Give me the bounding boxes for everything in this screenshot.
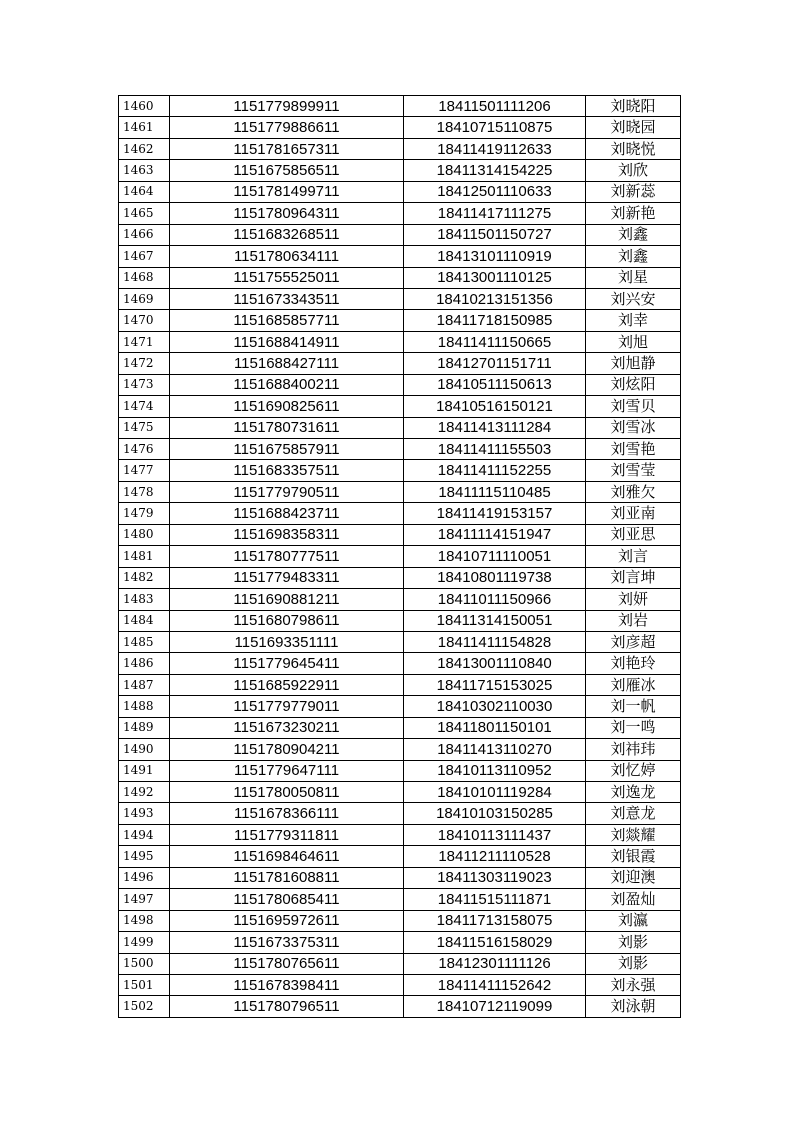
exam-number-cell: 18410511150613 [404, 374, 586, 395]
table-row [119, 160, 681, 181]
exam-number-cell: 18410711110051 [404, 546, 586, 567]
sequence-cell: 1495 [119, 846, 170, 867]
table-row [119, 867, 681, 888]
table-row [119, 353, 681, 374]
student-name-cell: 刘雪贝 [586, 396, 681, 417]
student-name-cell: 刘彦超 [586, 631, 681, 652]
table-row [119, 288, 681, 309]
student-id-cell: 1151780904211 [170, 739, 404, 760]
exam-number-cell: 18410302110030 [404, 696, 586, 717]
exam-number-cell: 18411314154225 [404, 160, 586, 181]
sequence-cell: 1461 [119, 117, 170, 138]
student-name-cell: 刘雪艳 [586, 439, 681, 460]
student-id-cell: 1151680798611 [170, 610, 404, 631]
table-row [119, 396, 681, 417]
table-row [119, 224, 681, 245]
exam-number-cell: 18412501110633 [404, 181, 586, 202]
sequence-cell: 1500 [119, 953, 170, 974]
roster-body [119, 96, 681, 1018]
exam-number-cell: 18411801150101 [404, 717, 586, 738]
student-name-cell: 刘星 [586, 267, 681, 288]
student-id-cell: 1151690881211 [170, 589, 404, 610]
student-name-cell: 刘妍 [586, 589, 681, 610]
table-row [119, 824, 681, 845]
student-name-cell: 刘亚南 [586, 503, 681, 524]
table-row [119, 96, 681, 117]
sequence-cell: 1481 [119, 546, 170, 567]
table-row [119, 889, 681, 910]
sequence-cell: 1467 [119, 246, 170, 267]
sequence-cell: 1488 [119, 696, 170, 717]
table-row [119, 203, 681, 224]
exam-number-cell: 18411419112633 [404, 138, 586, 159]
sequence-cell: 1476 [119, 439, 170, 460]
student-id-cell: 1151698464611 [170, 846, 404, 867]
student-name-cell: 刘晓悦 [586, 138, 681, 159]
sequence-cell: 1487 [119, 674, 170, 695]
exam-number-cell: 18412301111126 [404, 953, 586, 974]
sequence-cell: 1493 [119, 803, 170, 824]
student-name-cell: 刘一帆 [586, 696, 681, 717]
exam-number-cell: 18410715110875 [404, 117, 586, 138]
table-row [119, 439, 681, 460]
sequence-cell: 1475 [119, 417, 170, 438]
sequence-cell: 1498 [119, 910, 170, 931]
exam-number-cell: 18412701151711 [404, 353, 586, 374]
exam-number-cell: 18411419153157 [404, 503, 586, 524]
student-id-cell: 1151755525011 [170, 267, 404, 288]
table-row [119, 481, 681, 502]
student-id-cell: 1151685922911 [170, 674, 404, 695]
exam-number-cell: 18413001110125 [404, 267, 586, 288]
sequence-cell: 1469 [119, 288, 170, 309]
student-id-cell: 1151678398411 [170, 974, 404, 995]
student-name-cell: 刘鑫 [586, 224, 681, 245]
student-id-cell: 1151693351111 [170, 631, 404, 652]
student-name-cell: 刘鑫 [586, 246, 681, 267]
sequence-cell: 1464 [119, 181, 170, 202]
table-row [119, 932, 681, 953]
table-row [119, 181, 681, 202]
student-name-cell: 刘言坤 [586, 567, 681, 588]
table-row [119, 739, 681, 760]
exam-number-cell: 18410801119738 [404, 567, 586, 588]
exam-number-cell: 18411713158075 [404, 910, 586, 931]
exam-number-cell: 18411411155503 [404, 439, 586, 460]
student-name-cell: 刘迎澳 [586, 867, 681, 888]
exam-number-cell: 18411515111871 [404, 889, 586, 910]
student-name-cell: 刘欣 [586, 160, 681, 181]
student-name-cell: 刘炫阳 [586, 374, 681, 395]
student-name-cell: 刘旭 [586, 331, 681, 352]
sequence-cell: 1489 [119, 717, 170, 738]
table-row [119, 546, 681, 567]
exam-number-cell: 18411501111206 [404, 96, 586, 117]
sequence-cell: 1499 [119, 932, 170, 953]
exam-number-cell: 18411417111275 [404, 203, 586, 224]
student-id-cell: 1151678366111 [170, 803, 404, 824]
student-name-cell: 刘银霞 [586, 846, 681, 867]
sequence-cell: 1462 [119, 138, 170, 159]
exam-number-cell: 18411501150727 [404, 224, 586, 245]
exam-number-cell: 18413101110919 [404, 246, 586, 267]
table-row [119, 374, 681, 395]
sequence-cell: 1477 [119, 460, 170, 481]
student-name-cell: 刘一鸣 [586, 717, 681, 738]
student-name-cell: 刘晓阳 [586, 96, 681, 117]
student-id-cell: 1151690825611 [170, 396, 404, 417]
student-name-cell: 刘意龙 [586, 803, 681, 824]
table-row [119, 267, 681, 288]
student-id-cell: 1151779886611 [170, 117, 404, 138]
exam-number-cell: 18411011150966 [404, 589, 586, 610]
sequence-cell: 1479 [119, 503, 170, 524]
table-row [119, 567, 681, 588]
student-id-cell: 1151780685411 [170, 889, 404, 910]
student-name-cell: 刘影 [586, 953, 681, 974]
student-id-cell: 1151683357511 [170, 460, 404, 481]
student-id-cell: 1151780777511 [170, 546, 404, 567]
exam-number-cell: 18410113111437 [404, 824, 586, 845]
sequence-cell: 1492 [119, 782, 170, 803]
exam-number-cell: 18411413111284 [404, 417, 586, 438]
student-name-cell: 刘燚耀 [586, 824, 681, 845]
student-id-cell: 1151779899911 [170, 96, 404, 117]
table-row [119, 631, 681, 652]
student-id-cell: 1151695972611 [170, 910, 404, 931]
exam-number-cell: 18410113110952 [404, 760, 586, 781]
student-name-cell: 刘雪莹 [586, 460, 681, 481]
exam-number-cell: 18411516158029 [404, 932, 586, 953]
sequence-cell: 1468 [119, 267, 170, 288]
student-name-cell: 刘祎玮 [586, 739, 681, 760]
table-row [119, 610, 681, 631]
student-name-cell: 刘幸 [586, 310, 681, 331]
student-name-cell: 刘新蕊 [586, 181, 681, 202]
student-name-cell: 刘新艳 [586, 203, 681, 224]
student-id-cell: 1151688423711 [170, 503, 404, 524]
table-row [119, 246, 681, 267]
student-id-cell: 1151780796511 [170, 996, 404, 1017]
student-id-cell: 1151780731611 [170, 417, 404, 438]
table-row [119, 117, 681, 138]
table-row [119, 910, 681, 931]
student-roster-table [118, 95, 681, 1018]
exam-number-cell: 18411411150665 [404, 331, 586, 352]
table-row [119, 524, 681, 545]
student-id-cell: 1151673230211 [170, 717, 404, 738]
exam-number-cell: 18411303119023 [404, 867, 586, 888]
exam-number-cell: 18411411152255 [404, 460, 586, 481]
table-row [119, 803, 681, 824]
table-row [119, 674, 681, 695]
sequence-cell: 1483 [119, 589, 170, 610]
table-row [119, 310, 681, 331]
sequence-cell: 1471 [119, 331, 170, 352]
exam-number-cell: 18411411152642 [404, 974, 586, 995]
sequence-cell: 1494 [119, 824, 170, 845]
student-id-cell: 1151675856511 [170, 160, 404, 181]
student-name-cell: 刘雅欠 [586, 481, 681, 502]
student-name-cell: 刘泳朝 [586, 996, 681, 1017]
student-name-cell: 刘言 [586, 546, 681, 567]
table-row [119, 653, 681, 674]
exam-number-cell: 18411115110485 [404, 481, 586, 502]
table-row [119, 696, 681, 717]
student-id-cell: 1151780050811 [170, 782, 404, 803]
table-row [119, 417, 681, 438]
student-id-cell: 1151685857711 [170, 310, 404, 331]
student-name-cell: 刘逸龙 [586, 782, 681, 803]
student-id-cell: 1151673343511 [170, 288, 404, 309]
student-id-cell: 1151675857911 [170, 439, 404, 460]
student-name-cell: 刘兴安 [586, 288, 681, 309]
sequence-cell: 1470 [119, 310, 170, 331]
student-name-cell: 刘雁冰 [586, 674, 681, 695]
exam-number-cell: 18411114151947 [404, 524, 586, 545]
student-name-cell: 刘盈灿 [586, 889, 681, 910]
exam-number-cell: 18410101119284 [404, 782, 586, 803]
student-id-cell: 1151683268511 [170, 224, 404, 245]
student-name-cell: 刘岩 [586, 610, 681, 631]
table-row [119, 953, 681, 974]
exam-number-cell: 18411314150051 [404, 610, 586, 631]
student-id-cell: 1151673375311 [170, 932, 404, 953]
exam-number-cell: 18410213151356 [404, 288, 586, 309]
sequence-cell: 1472 [119, 353, 170, 374]
sequence-cell: 1463 [119, 160, 170, 181]
student-id-cell: 1151688414911 [170, 331, 404, 352]
student-id-cell: 1151781657311 [170, 138, 404, 159]
exam-number-cell: 18411211110528 [404, 846, 586, 867]
student-id-cell: 1151780765611 [170, 953, 404, 974]
table-row [119, 760, 681, 781]
student-id-cell: 1151779779011 [170, 696, 404, 717]
student-name-cell: 刘瀛 [586, 910, 681, 931]
table-row [119, 138, 681, 159]
table-row [119, 974, 681, 995]
table-row [119, 589, 681, 610]
table-row [119, 996, 681, 1017]
sequence-cell: 1501 [119, 974, 170, 995]
table-row [119, 846, 681, 867]
exam-number-cell: 18411718150985 [404, 310, 586, 331]
student-name-cell: 刘旭静 [586, 353, 681, 374]
sequence-cell: 1497 [119, 889, 170, 910]
sequence-cell: 1502 [119, 996, 170, 1017]
student-id-cell: 1151779645411 [170, 653, 404, 674]
exam-number-cell: 18411411154828 [404, 631, 586, 652]
exam-number-cell: 18411413110270 [404, 739, 586, 760]
student-id-cell: 1151781608811 [170, 867, 404, 888]
sequence-cell: 1486 [119, 653, 170, 674]
student-name-cell: 刘雪冰 [586, 417, 681, 438]
student-name-cell: 刘晓园 [586, 117, 681, 138]
student-name-cell: 刘艳玲 [586, 653, 681, 674]
student-id-cell: 1151779790511 [170, 481, 404, 502]
sequence-cell: 1465 [119, 203, 170, 224]
sequence-cell: 1474 [119, 396, 170, 417]
student-id-cell: 1151779647111 [170, 760, 404, 781]
sequence-cell: 1484 [119, 610, 170, 631]
student-name-cell: 刘永强 [586, 974, 681, 995]
student-id-cell: 1151780634111 [170, 246, 404, 267]
exam-number-cell: 18411715153025 [404, 674, 586, 695]
student-id-cell: 1151698358311 [170, 524, 404, 545]
student-id-cell: 1151780964311 [170, 203, 404, 224]
table-row [119, 717, 681, 738]
sequence-cell: 1480 [119, 524, 170, 545]
sequence-cell: 1478 [119, 481, 170, 502]
sequence-cell: 1473 [119, 374, 170, 395]
student-name-cell: 刘影 [586, 932, 681, 953]
sequence-cell: 1496 [119, 867, 170, 888]
student-name-cell: 刘忆婷 [586, 760, 681, 781]
student-id-cell: 1151781499711 [170, 181, 404, 202]
sequence-cell: 1482 [119, 567, 170, 588]
student-id-cell: 1151779483311 [170, 567, 404, 588]
sequence-cell: 1460 [119, 96, 170, 117]
table-row [119, 503, 681, 524]
exam-number-cell: 18413001110840 [404, 653, 586, 674]
sequence-cell: 1491 [119, 760, 170, 781]
sequence-cell: 1490 [119, 739, 170, 760]
exam-number-cell: 18410103150285 [404, 803, 586, 824]
student-id-cell: 1151688427111 [170, 353, 404, 374]
table-row [119, 460, 681, 481]
student-id-cell: 1151688400211 [170, 374, 404, 395]
exam-number-cell: 18410516150121 [404, 396, 586, 417]
table-row [119, 782, 681, 803]
exam-number-cell: 18410712119099 [404, 996, 586, 1017]
sequence-cell: 1485 [119, 631, 170, 652]
student-id-cell: 1151779311811 [170, 824, 404, 845]
table-row [119, 331, 681, 352]
sequence-cell: 1466 [119, 224, 170, 245]
student-name-cell: 刘亚思 [586, 524, 681, 545]
